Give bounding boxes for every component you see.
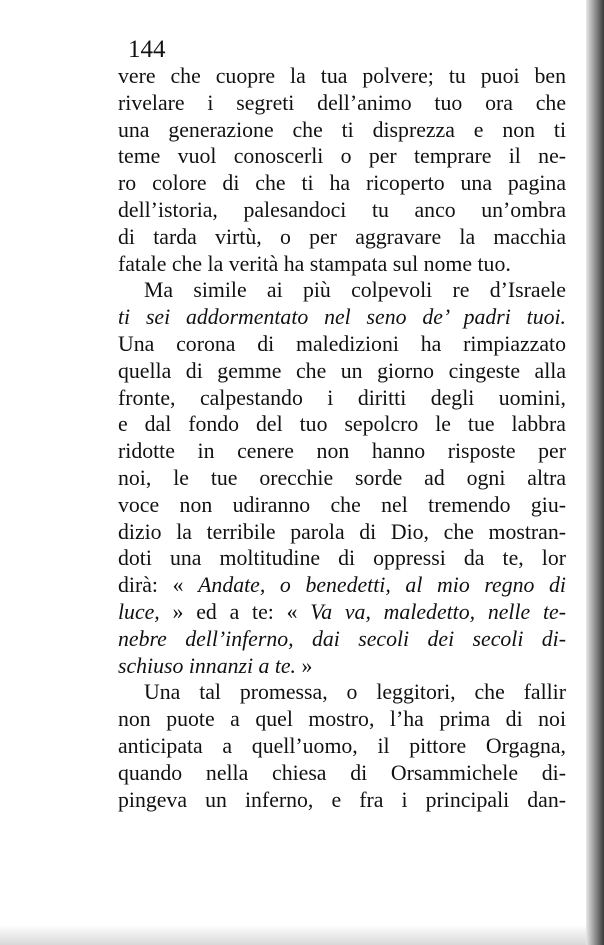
- italic-text-segment: Andate, o benedetti, al mio regno di: [198, 573, 566, 598]
- text-segment: fronte, calpestando i diritti degli uomini,: [118, 385, 566, 410]
- italic-text-segment: schiuso innanzi a te.: [118, 653, 297, 678]
- text-segment: dizio la terribile parola di Dio, che mostran-: [118, 519, 566, 544]
- text-line: [118, 251, 566, 278]
- text-line: [118, 492, 566, 519]
- italic-text-segment: ti sei addormentato nel seno de’ padri tuoi.: [118, 305, 566, 330]
- text-segment: rivelare i segreti dell’animo tuo ora che: [118, 90, 566, 115]
- text-segment: dell’istoria, palesandoci tu anco un’ombra: [118, 197, 566, 222]
- text-line: [118, 653, 566, 680]
- text-line: [118, 438, 566, 465]
- text-line: [118, 143, 566, 170]
- text-line: [118, 411, 566, 438]
- text-segment: pingeva un inferno, e fra i principali dan-: [118, 787, 566, 812]
- text-line: [118, 599, 566, 626]
- text-segment: voce non udiranno che nel tremendo giu-: [118, 492, 566, 517]
- text-line: [118, 117, 566, 144]
- text-segment: anticipata a quell’uomo, il pittore Orgagna,: [118, 733, 566, 758]
- text-segment: quando nella chiesa di Orsammichele di-: [118, 760, 566, 785]
- text-line: [118, 760, 566, 787]
- text-segment: non puote a quel mostro, l’ha prima di noi: [118, 707, 566, 732]
- text-segment: ro colore di che ti ha ricoperto una pagina: [118, 171, 566, 196]
- text-segment: teme vuol conoscerli o per temprare il ne-: [118, 144, 566, 169]
- text-line: [118, 304, 566, 331]
- text-segment: fatale che la verità ha stampata sul nome tuo.: [118, 251, 511, 276]
- text-segment: noi, le tue orecchie sorde ad ogni altra: [118, 465, 566, 490]
- text-line: [118, 787, 566, 814]
- text-line: [118, 679, 566, 706]
- text-segment: di tarda virtù, o per aggravare la macchia: [118, 224, 566, 249]
- text-segment: Ma simile ai più colpevoli re d’Israele: [144, 278, 566, 303]
- text-line: [118, 626, 566, 653]
- text-line: [118, 733, 566, 760]
- text-line: [118, 277, 566, 304]
- text-line: [118, 358, 566, 385]
- text-segment: vere che cuopre la tua polvere; tu puoi ben: [118, 64, 566, 88]
- text-line: [118, 90, 566, 117]
- text-line: [118, 519, 566, 546]
- page-bottom-shade: [0, 925, 586, 945]
- text-line: [118, 706, 566, 733]
- page-number: 144: [128, 36, 166, 63]
- text-segment: » ed a te: «: [159, 599, 311, 624]
- text-segment: dirà: «: [118, 573, 199, 598]
- text-segment: Una corona di maledizioni ha rimpiazzato: [118, 331, 566, 356]
- text-line: [118, 465, 566, 492]
- text-line: [118, 170, 566, 197]
- italic-text-segment: Va va, maledetto, nelle te-: [310, 599, 566, 624]
- text-segment: ridotte in cenere non hanno risposte per: [118, 439, 566, 464]
- text-line: [118, 63, 566, 90]
- text-segment: quella di gemme che un giorno cingeste alla: [118, 358, 566, 383]
- text-line: [118, 545, 566, 572]
- text-line: [118, 197, 566, 224]
- text-segment: »: [296, 653, 313, 678]
- book-gutter-edge: [586, 0, 604, 945]
- text-segment: Una tal promessa, o leggitori, che fallir: [144, 680, 566, 705]
- italic-text-segment: luce,: [118, 599, 160, 624]
- text-line: [118, 224, 566, 251]
- italic-text-segment: nebre dell’inferno, dai secoli dei secoli di-: [118, 626, 566, 651]
- text-line: [118, 572, 566, 599]
- text-line: [118, 331, 566, 358]
- text-segment: e dal fondo del tuo sepolcro le tue labbra: [118, 412, 566, 437]
- body-text: [118, 63, 566, 813]
- text-segment: doti una moltitudine di oppressi da te, lor: [118, 546, 566, 571]
- text-line: [118, 385, 566, 412]
- text-segment: una generazione che ti disprezza e non ti: [118, 117, 566, 142]
